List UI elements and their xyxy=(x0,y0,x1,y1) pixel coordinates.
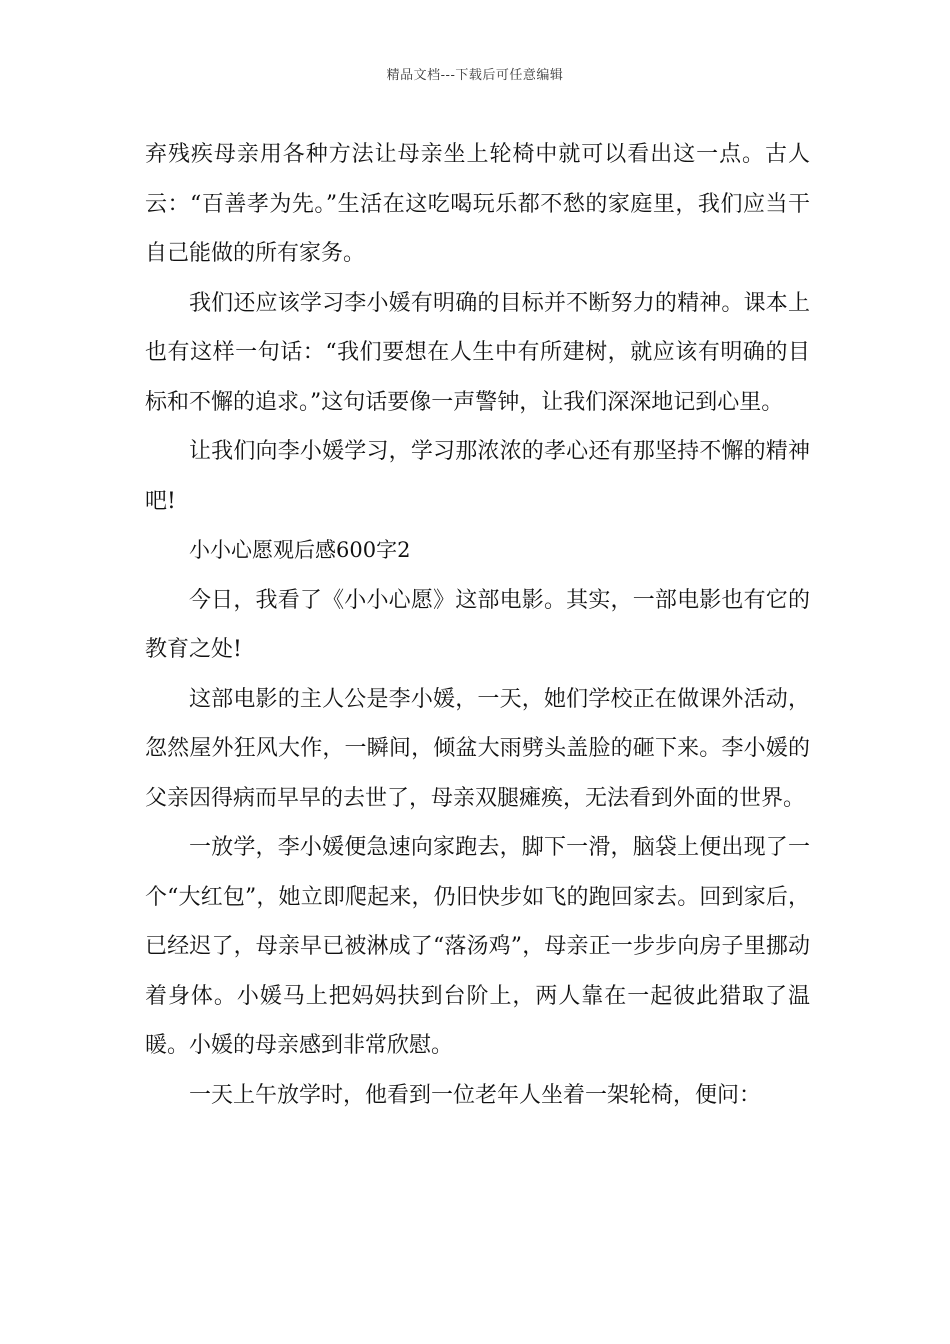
paragraph: 这部电影的主人公是李小媛，一天，她们学校正在做课外活动，忽然屋外狂风大作，一瞬间，倾盆大雨劈头盖脸的砸下来。李小媛的父亲因得病而早早的去世了，母亲双腿瘫痪，无法看到外面的世界。 xyxy=(145,686,810,811)
paragraph: 一天上午放学时，他看到一位老年人坐着一架轮椅，便问： xyxy=(189,1082,762,1108)
document-body xyxy=(145,130,810,1120)
section-heading: 小小心愿观后感600字2 xyxy=(189,538,411,562)
page-header: 精品文档---下载后可任意编辑 xyxy=(386,68,564,83)
paragraph: 一放学，李小媛便急速向家跑去，脚下一滑，脑袋上便出现了一个“大红包”，她立即爬起来，仍旧快步如飞的跑回家去。回到家后，已经迟了，母亲早已被淋成了“落汤鸡”，母亲正一步步向房子里挪动着身体。小媛马上把妈妈扶到台阶上，两人靠在一起彼此猎取了温暖。小媛的母亲感到非常欣慰。 xyxy=(145,835,810,1058)
paragraph: 弃残疾母亲用各种方法让母亲坐上轮椅中就可以看出这一点。古人云：“百善孝为先。”生活在这吃喝玩乐都不愁的家庭里，我们应当干自己能做的所有家务。 xyxy=(145,142,810,266)
paragraph: 让我们向李小媛学习，学习那浓浓的孝心还有那坚持不懈的精神吧! xyxy=(145,439,810,514)
paragraph: 今日，我看了《小小心愿》这部电影。其实，一部电影也有它的教育之处! xyxy=(145,587,810,662)
paragraph: 我们还应该学习李小媛有明确的目标并不断努力的精神。课本上也有这样一句话：“我们要想在人生中有所建树，就应该有明确的目标和不懈的追求。”这句话要像一声警钟，让我们深深地记到心里。 xyxy=(145,290,810,415)
